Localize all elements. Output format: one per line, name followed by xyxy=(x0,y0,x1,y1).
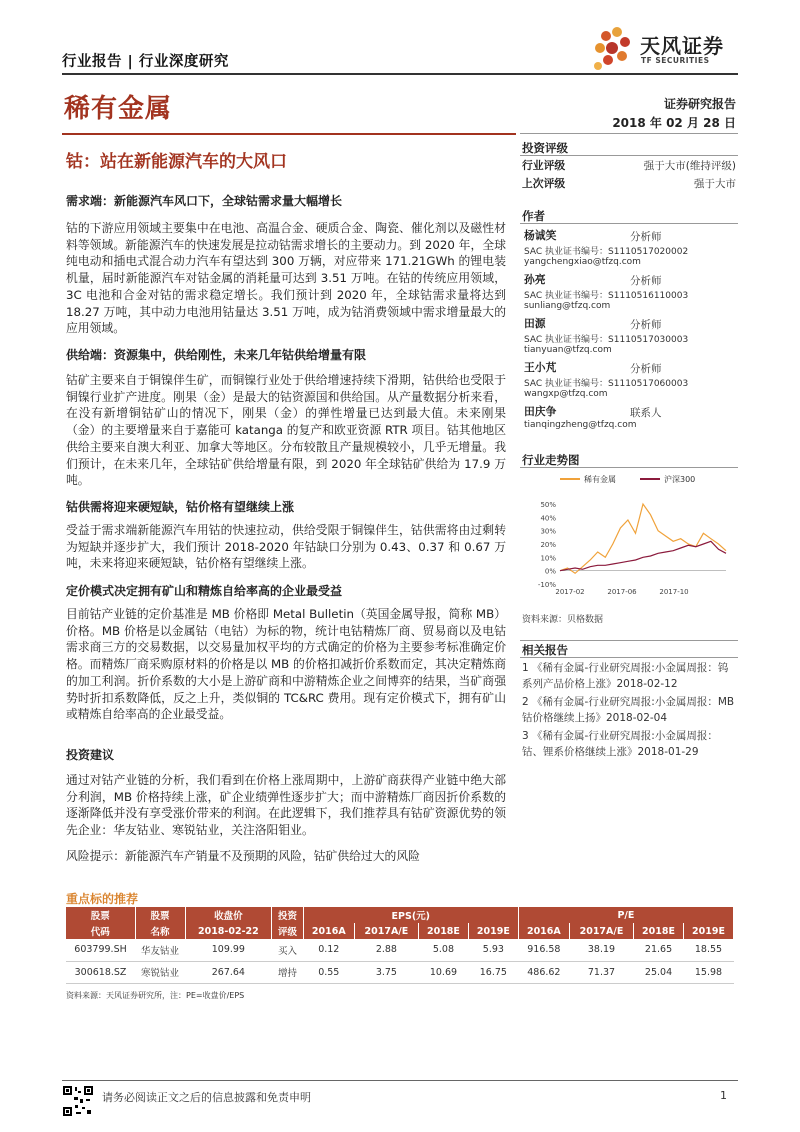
rating-title: 投资评级 xyxy=(522,141,568,155)
table-header: 2018E xyxy=(418,923,468,939)
authors-title: 作者 xyxy=(522,209,545,223)
report-date: 2018 年 02 月 28 日 xyxy=(612,116,736,130)
table-cell: 0.12 xyxy=(303,939,354,961)
table-cell: 16.75 xyxy=(468,961,518,983)
table-cell: 华友钴业 xyxy=(135,939,185,961)
table-cell: 300618.SZ xyxy=(66,961,135,983)
table-header: 收盘价 xyxy=(185,907,272,923)
table-header: 2019E xyxy=(683,923,733,939)
table-cell: 3.75 xyxy=(354,961,418,983)
disclaimer-link[interactable]: 请务必阅读正文之后的信息披露和免责申明 xyxy=(102,1091,311,1104)
table-header: 评级 xyxy=(272,923,304,939)
table-cell: 71.37 xyxy=(569,961,633,983)
section-heading: 供给端：资源集中，供给刚性，未来几年钴供给增量有限 xyxy=(66,348,367,362)
table-header: 2019E xyxy=(468,923,518,939)
table-header: 名称 xyxy=(135,923,185,939)
legend-label: 沪深300 xyxy=(664,475,696,484)
table-cell: 寒锐钴业 xyxy=(135,961,185,983)
x-tick-label: 2017-06 xyxy=(607,588,637,596)
table-header: EPS(元) xyxy=(303,907,518,923)
report-category: 行业报告 | 行业深度研究 xyxy=(62,54,229,70)
author-email[interactable]: wangxp@tfzq.com xyxy=(524,389,608,399)
table-header: 股票 xyxy=(66,907,135,923)
x-tick-label: 2017-10 xyxy=(659,588,689,596)
table-cell: 486.62 xyxy=(518,961,569,983)
table-header: 2017A/E xyxy=(354,923,418,939)
table-cell: 25.04 xyxy=(634,961,684,983)
table-cell: 109.99 xyxy=(185,939,272,961)
section-heading: 定价模式决定拥有矿山和精炼自给率高的企业最受益 xyxy=(66,584,343,598)
table-header: 2016A xyxy=(303,923,354,939)
table-cell: 603799.SH xyxy=(66,939,135,961)
x-axis xyxy=(555,588,688,596)
table-cell: 15.98 xyxy=(683,961,733,983)
headline: 钴：站在新能源汽车的大风口 xyxy=(66,152,287,172)
author-cert: SAC 执业证书编号：S1110517020002 xyxy=(524,247,689,257)
title-rule xyxy=(62,133,516,135)
industry-rating-value: 强于大市(维持评级) xyxy=(643,160,736,172)
section-heading: 钴供需将迎来硬短缺，钴价格有望继续上涨 xyxy=(66,500,295,514)
author-email[interactable]: tianyuan@tfzq.com xyxy=(524,345,612,355)
table-cell: 5.93 xyxy=(468,939,518,961)
table-header: 2018E xyxy=(634,923,684,939)
table-cell: 267.64 xyxy=(185,961,272,983)
prev-rating-label: 上次评级 xyxy=(522,177,566,190)
related-report-item[interactable]: 3 《稀有金属-行业研究周报:小金属周报：钴、锂系价格继续上涨》2018-01-29 xyxy=(522,730,718,758)
author-email[interactable]: tianqingzheng@tfzq.com xyxy=(524,420,637,430)
table-header-row xyxy=(66,923,734,939)
author-name: 王小芃 xyxy=(524,361,557,374)
author-role: 分析师 xyxy=(630,231,662,243)
table-cell: 21.65 xyxy=(634,939,684,961)
y-tick-label: 0% xyxy=(544,567,556,576)
author-role: 分析师 xyxy=(630,319,662,331)
header-rule xyxy=(62,73,738,75)
author-cert: SAC 执业证书编号：S1110517030003 xyxy=(524,335,689,345)
y-tick-label: 20% xyxy=(540,541,556,549)
sidebar-rule xyxy=(520,133,738,134)
table-header: P/E xyxy=(518,907,733,923)
author-cert: SAC 执业证书编号：S1110517060003 xyxy=(524,379,689,389)
table-cell: 916.58 xyxy=(518,939,569,961)
footer-rule xyxy=(62,1080,738,1081)
x-tick-label: 2017-02 xyxy=(555,588,585,596)
divider xyxy=(520,467,738,468)
table-cell: 10.69 xyxy=(418,961,468,983)
section-text: 通过对钴产业链的分析，我们看到在价格上涨周期中，上游矿商获得产业链中绝大部分利润，MB 价格持续上涨，矿企业绩弹性逐步扩大；而中游精炼厂商因折价系数的逐渐降低并没有享受涨价带来的利润。在此逻辑下，我们推荐具有钴矿资源优势的领先企业：华友钴业、寒锐钴业，关注洛阳钼业。 xyxy=(66,773,506,838)
divider xyxy=(520,640,738,641)
y-axis xyxy=(538,501,726,589)
series-lines xyxy=(560,504,726,573)
section-heading: 投资建议 xyxy=(66,748,115,762)
author-role: 联系人 xyxy=(630,407,662,419)
table-row xyxy=(66,961,734,983)
report-type: 证券研究报告 xyxy=(663,97,736,111)
table-header-row xyxy=(66,907,734,923)
author-name: 杨诚笑 xyxy=(524,229,557,242)
qr-code-icon xyxy=(62,1085,94,1117)
table-cell: 0.55 xyxy=(303,961,354,983)
series-line-1 xyxy=(560,541,726,570)
table-header: 投资 xyxy=(272,907,304,923)
recommendation-table xyxy=(66,907,734,984)
section-text: 钴矿主要来自于铜镍伴生矿，而铜镍行业处于供给增速持续下滑期，钴供给也受限于铜镍行业扩产进度。刚果（金）是最大的钴资源国和供给国。从产量数据分析来看，在没有新增铜钴矿山的情况下，刚果（金）的弹性增量已达到最大值。未来刚果（金）的主要增量来自于嘉能可 katanga 的复产和欧亚资源 RTR 项目。钴其他地区供给主要来自澳大利亚、加拿大等地区。分布较散且产量规模较小，几乎无增量。我们预计，在未来几年，全球钴矿供给增量有限，到 2020 年全球钴矿供给为 17.9 万吨。 xyxy=(66,373,506,488)
page-title: 稀有金属 xyxy=(64,94,173,124)
table-cell: 增持 xyxy=(272,961,304,983)
logo-text-en: TF SECURITIES xyxy=(641,56,710,65)
chart-source: 资料来源：贝格数据 xyxy=(522,615,604,625)
table-header: 2018-02-22 xyxy=(185,923,272,939)
y-tick-label: 30% xyxy=(540,527,556,536)
related-report-item[interactable]: 2 《稀有金属-行业研究周报:小金属周报：MB 钴价格继续上扬》2018-02-04 xyxy=(522,696,735,724)
table-header: 2017A/E xyxy=(569,923,633,939)
risk-note: 风险提示：新能源汽车产销量不及预期的风险，钴矿供给过大的风险 xyxy=(66,849,420,863)
table-cell: 18.55 xyxy=(683,939,733,961)
author-role: 分析师 xyxy=(630,275,662,287)
table-header: 代码 xyxy=(66,923,135,939)
section-text: 受益于需求端新能源汽车用钴的快速拉动，供给受限于铜镍伴生，钴供需将由过剩转为短缺并逐步扩大，我们预计 2018-2020 年钴缺口分别为 0.43、0.37 和 0.67 万吨，未来将迎来硬短缺，钴价格有望继续上涨。 xyxy=(66,523,506,571)
table-header: 2016A xyxy=(518,923,569,939)
author-name: 田源 xyxy=(524,317,546,330)
related-title: 相关报告 xyxy=(522,643,568,657)
related-report-item[interactable]: 1 《稀有金属-行业研究周报:小金属周报：钨系列产品价格上涨》2018-02-12 xyxy=(522,662,729,690)
table-cell: 买入 xyxy=(272,939,304,961)
series-line-0 xyxy=(560,504,726,573)
trend-title: 行业走势图 xyxy=(522,453,580,467)
industry-trend-chart xyxy=(520,470,738,600)
section-text: 钴的下游应用领域主要集中在电池、高温合金、硬质合金、陶瓷、催化剂以及磁性材料等领域。新能源汽车的快速发展是拉动钴需求增长的主要动力。到 2020 年，全球纯电动和插电式混合动力汽车有望达到 300 万辆，对应带来 171.21GWh 的锂电装机量，届时新能源汽车对钴金属的消耗量可达到 3.51 万吨。在钴的传统应用领域，3C 电池和合金对钴的需求稳定增长。我们预计到 2020 年，全球钴需求量将达到 18.27 万吨，其中动力电池用钴量达 3.51 万吨，成为钴消费领域中需求增量最大的应用领域。 xyxy=(66,221,506,336)
divider xyxy=(520,223,738,224)
author-cert: SAC 执业证书编号：S1110516110003 xyxy=(524,291,689,301)
author-name: 田庆争 xyxy=(524,405,557,418)
author-name: 孙亮 xyxy=(524,273,546,286)
y-tick-label: -10% xyxy=(537,581,556,589)
table-cell: 5.08 xyxy=(418,939,468,961)
table-cell: 2.88 xyxy=(354,939,418,961)
author-email[interactable]: sunliang@tfzq.com xyxy=(524,301,611,311)
divider xyxy=(520,155,738,156)
table-row xyxy=(66,939,734,961)
table-note: 资料来源：天风证券研究所，注：PE=收盘价/EPS xyxy=(66,991,245,1000)
y-tick-label: 50% xyxy=(540,501,556,509)
author-email[interactable]: yangchengxiao@tfzq.com xyxy=(524,257,641,267)
logo-text: 天风证券 xyxy=(640,34,724,58)
author-role: 分析师 xyxy=(630,363,662,375)
page-number: 1 xyxy=(720,1089,727,1102)
legend-label: 稀有金属 xyxy=(584,475,616,484)
industry-rating-label: 行业评级 xyxy=(522,159,566,172)
table-header: 股票 xyxy=(135,907,185,923)
section-heading: 需求端：新能源汽车风口下，全球钴需求量大幅增长 xyxy=(66,194,343,208)
table-title: 重点标的推荐 xyxy=(66,892,139,906)
prev-rating-value: 强于大市 xyxy=(694,178,736,190)
y-tick-label: 10% xyxy=(540,554,556,563)
section-text: 目前钴产业链的定价基准是 MB 价格即 Metal Bulletin（英国金属导报，简称 MB）价格。MB 价格是以金属钴（电钴）为标的物，统计电钴精炼厂商、贸易商以及电钴需求商三方的交易数据，以交易量加权平均的方式确定的价格为主要参考标准确定价格。而精炼厂商采购原材料的价格是以 MB 的价格扣减折价系数而定，其决定精炼商的加工利润。折价系数的大小是上游矿商和中游精炼企业之间博弈的结果，当矿商强势时折扣系数降低，反之上升，类似铜的 TC&RC 费用。现有定价模式下，拥有矿山或精炼自给率高的企业最受益。 xyxy=(66,607,506,722)
y-tick-label: 40% xyxy=(540,514,556,523)
table-cell: 38.19 xyxy=(569,939,633,961)
divider xyxy=(520,657,738,658)
